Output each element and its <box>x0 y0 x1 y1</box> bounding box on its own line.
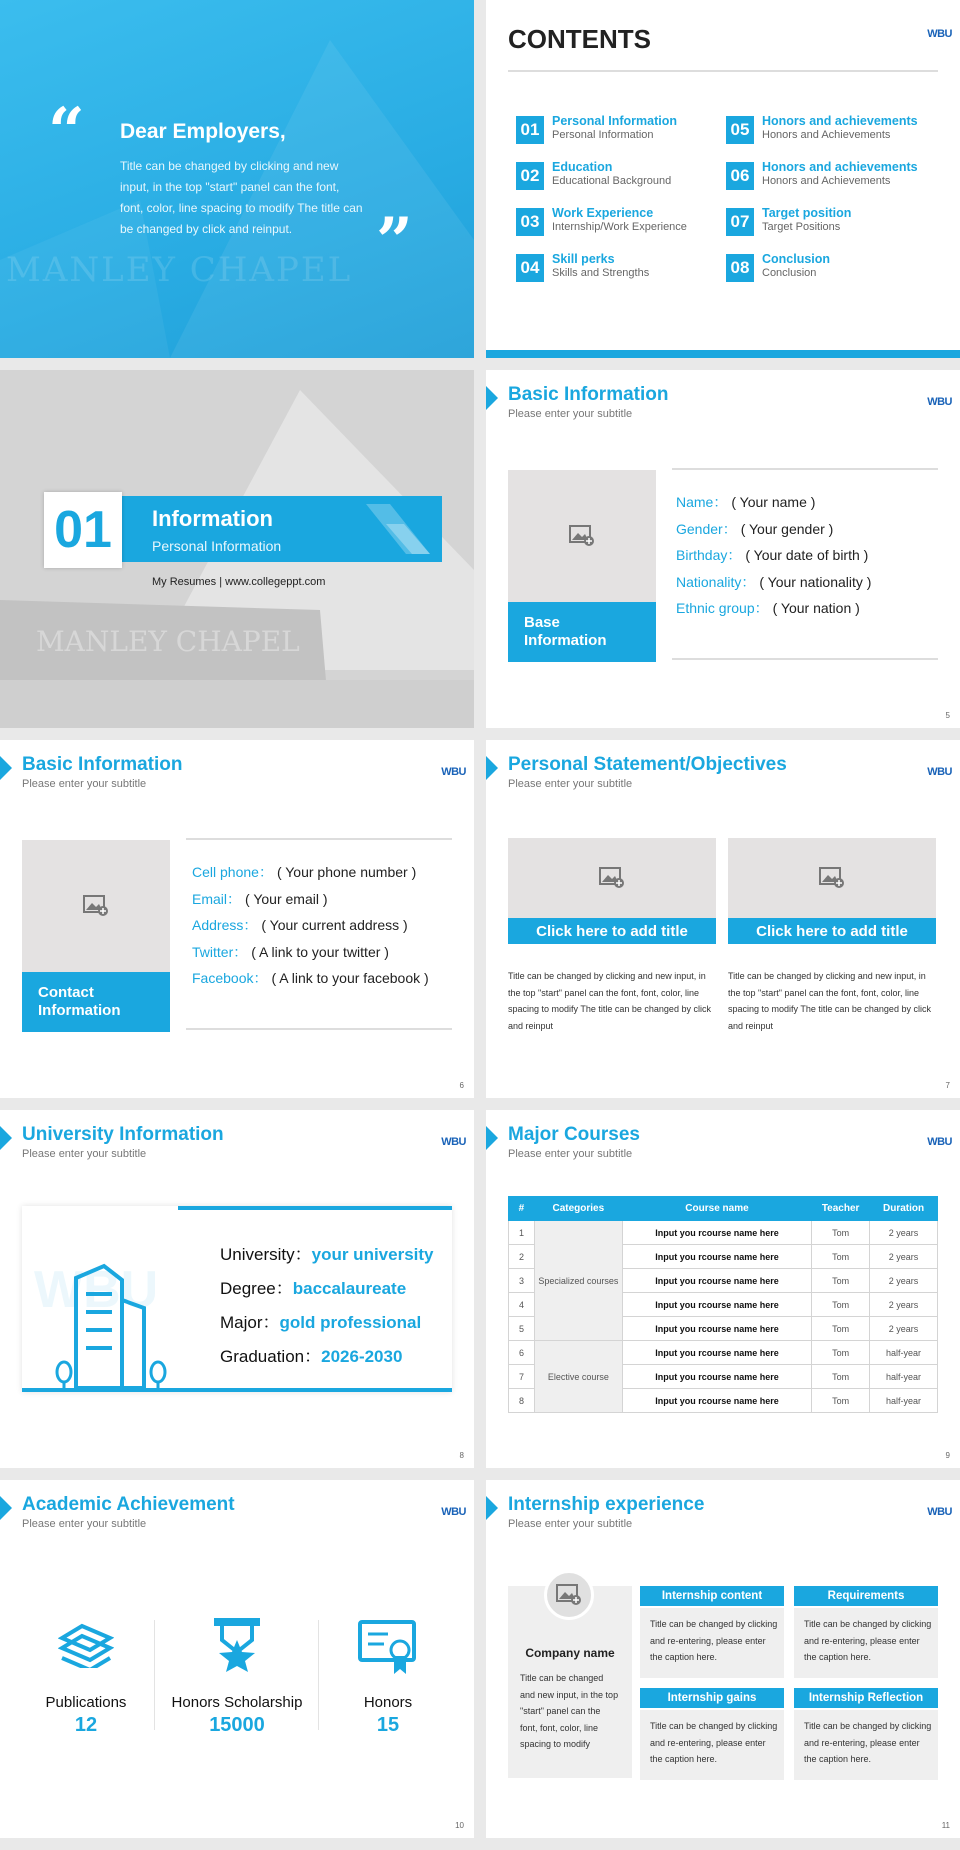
info-field-row[interactable] <box>192 968 429 988</box>
courses-table <box>508 1196 938 1413</box>
toc-item[interactable] <box>726 248 946 288</box>
course-name-cell[interactable]: Input you rcourse name here <box>622 1269 811 1293</box>
detail-label: Degree： <box>220 1279 293 1298</box>
row-number: 6 <box>509 1341 535 1365</box>
slide-contact-information[interactable] <box>0 740 474 1098</box>
card-body-text: Title can be changed by clicking and new input, in the top "start" panel can the font, font, color, line spacing to modify The title can be changed by click and reinput <box>728 971 931 1031</box>
duration-cell: half-year <box>870 1365 938 1389</box>
toc-item-subtitle: Honors and Achievements <box>762 175 891 187</box>
slide-subtitle: Please enter your subtitle <box>508 778 633 790</box>
logo: WBU <box>441 1136 466 1148</box>
fields-top-rule <box>186 838 452 840</box>
duration-cell: 2 years <box>870 1221 938 1245</box>
slide-title: University Information <box>22 1124 224 1145</box>
page-number: 11 <box>941 1821 950 1830</box>
header-marker <box>0 756 12 780</box>
card-body-text: Title can be changed by clicking and new input, in the top "start" panel can the font, font, color, line spacing to modify The title can be changed by click and reinput <box>508 971 711 1031</box>
teacher-cell: Tom <box>812 1245 870 1269</box>
slide-subtitle: Please enter your subtitle <box>22 1148 147 1160</box>
logo: WBU <box>441 1506 466 1518</box>
section-subtitle[interactable]: Personal Information <box>152 538 282 554</box>
toc-item[interactable] <box>726 202 946 242</box>
add-image-icon <box>569 525 595 547</box>
duration-cell: 2 years <box>870 1317 938 1341</box>
table-header-cell: Duration <box>870 1197 938 1221</box>
certificate-icon <box>358 1620 418 1676</box>
toc-item[interactable] <box>726 110 946 150</box>
toc-item[interactable] <box>516 248 736 288</box>
card-title-button[interactable]: Click here to add title <box>728 918 936 944</box>
toc-item-title: Work Experience <box>552 206 654 220</box>
teacher-cell: Tom <box>812 1221 870 1245</box>
slide-subtitle: Please enter your subtitle <box>508 1148 633 1160</box>
row-number: 2 <box>509 1245 535 1269</box>
toc-item-subtitle: Educational Background <box>552 175 672 187</box>
section-title[interactable]: Information <box>152 506 273 531</box>
logo: WBU <box>927 28 952 40</box>
duration-cell: 2 years <box>870 1269 938 1293</box>
field-value: ( A link to your twitter ) <box>251 943 389 960</box>
toc-number-box: 07 <box>726 208 754 236</box>
field-label: Address： <box>192 917 258 933</box>
detail-label: Major： <box>220 1313 280 1332</box>
field-value: ( Your gender ) <box>740 520 834 537</box>
teacher-cell: Tom <box>812 1365 870 1389</box>
toc-item[interactable] <box>516 156 736 196</box>
field-value: ( Your current address ) <box>261 917 408 933</box>
box-title: Internship gains <box>640 1688 784 1708</box>
toc-number-box: 04 <box>516 254 544 282</box>
toc-item-subtitle: Internship/Work Experience <box>552 221 687 233</box>
table-header-cell: Categories <box>534 1197 622 1221</box>
open-quote-icon: “ <box>48 94 85 169</box>
table-header-cell: Teacher <box>812 1197 870 1221</box>
header-marker <box>0 1496 12 1520</box>
detail-value: gold professional <box>279 1313 422 1332</box>
toc-number-box: 08 <box>726 254 754 282</box>
toc-item[interactable] <box>516 202 736 242</box>
section-number-box <box>44 492 122 568</box>
slide-personal-statement[interactable] <box>486 740 960 1098</box>
row-number: 7 <box>509 1365 535 1389</box>
field-label: Twitter： <box>192 943 248 960</box>
toc-item-title: Conclusion <box>762 252 831 266</box>
row-number: 3 <box>509 1269 535 1293</box>
add-image-icon <box>599 867 625 889</box>
field-value: ( Your phone number ) <box>276 864 417 880</box>
toc-item-title: Personal Information <box>552 114 678 128</box>
toc-item-subtitle: Honors and Achievements <box>762 129 891 141</box>
watermark-text: MANLEY CHAPEL <box>36 625 300 658</box>
slide-major-courses[interactable] <box>486 1110 960 1468</box>
slide-title: Basic Information <box>508 384 669 405</box>
field-label: Facebook： <box>192 970 268 986</box>
toc-item-subtitle: Skills and Strengths <box>552 267 650 279</box>
university-detail-row[interactable] <box>220 1308 421 1333</box>
page-number: 6 <box>459 1081 464 1090</box>
slide-internship-experience[interactable] <box>486 1480 960 1838</box>
course-name-cell[interactable]: Input you rcourse name here <box>622 1245 811 1269</box>
info-field-row[interactable] <box>676 492 815 512</box>
info-field-row[interactable] <box>192 915 408 935</box>
scholarship-medal-icon <box>212 1616 262 1672</box>
toc-item[interactable] <box>726 156 946 196</box>
field-value: ( Your date of birth ) <box>745 547 869 563</box>
teacher-cell: Tom <box>812 1341 870 1365</box>
duration-cell: half-year <box>870 1341 938 1365</box>
university-detail-row[interactable] <box>220 1342 402 1367</box>
toc-item-subtitle: Conclusion <box>762 267 817 279</box>
table-header-cell: # <box>509 1197 535 1221</box>
toc-number-box: 01 <box>516 116 544 144</box>
toc-item-title: Honors and achievements <box>762 114 918 128</box>
header-marker <box>486 386 498 410</box>
card-top-accent <box>178 1206 452 1210</box>
info-field-row[interactable] <box>676 572 871 592</box>
row-number: 4 <box>509 1293 535 1317</box>
fields-bottom-rule <box>186 1028 452 1030</box>
stat-label: Honors <box>363 1694 413 1711</box>
teacher-cell: Tom <box>812 1293 870 1317</box>
duration-cell: half-year <box>870 1389 938 1413</box>
add-image-icon <box>556 1584 582 1606</box>
header-marker <box>0 1126 12 1150</box>
add-image-icon <box>83 895 109 917</box>
building-icon <box>52 1260 172 1390</box>
field-label: Cell phone： <box>192 864 273 880</box>
toc-item-title: Honors and achievements <box>762 160 918 174</box>
toc-number-box: 05 <box>726 116 754 144</box>
table-row[interactable] <box>509 1221 938 1245</box>
company-description: Title can be changed and new input, in the top "start" panel can the font, font, color, line spacing to modify <box>520 1673 619 1749</box>
books-icon <box>58 1618 114 1668</box>
field-value: ( Your name ) <box>731 494 816 510</box>
course-name-cell[interactable]: Input you rcourse name here <box>622 1293 811 1317</box>
field-value: ( Your nation ) <box>772 600 860 616</box>
box-title: Internship content <box>640 1586 784 1606</box>
box-title: Requirements <box>794 1586 938 1606</box>
toc-number-box: 03 <box>516 208 544 236</box>
box-text: Title can be changed by clicking and re-entering, please enter the caption here. <box>650 1619 778 1662</box>
company-name: Company name <box>525 1646 615 1660</box>
row-number: 8 <box>509 1389 535 1413</box>
watermark-text: MANLEY CHAPEL <box>6 250 353 290</box>
field-label: Nationality： <box>676 573 756 590</box>
box-label-panel <box>508 602 656 662</box>
stat-label: Publications <box>45 1694 127 1711</box>
toc-item-subtitle: Target Positions <box>762 221 841 233</box>
photo-placeholder[interactable] <box>22 840 170 972</box>
university-detail-row[interactable] <box>220 1240 434 1265</box>
slide-section-01[interactable] <box>0 370 474 728</box>
page-number: 10 <box>455 1821 464 1830</box>
detail-value: baccalaureate <box>292 1279 407 1298</box>
section-footer: My Resumes | www.collegeppt.com <box>152 576 326 588</box>
stat-value: 15 <box>376 1714 400 1736</box>
info-field-row[interactable] <box>192 862 416 882</box>
course-name-cell[interactable]: Input you rcourse name here <box>622 1221 811 1245</box>
teacher-cell: Tom <box>812 1317 870 1341</box>
detail-value: your university <box>311 1245 434 1264</box>
slide-academic-achievement[interactable] <box>0 1480 474 1838</box>
teacher-cell: Tom <box>812 1269 870 1293</box>
info-field-row[interactable] <box>192 942 389 962</box>
toc-item-title: Target position <box>762 206 852 220</box>
slide-university-information[interactable] <box>0 1110 474 1468</box>
header-marker <box>486 1496 498 1520</box>
greeting-body[interactable]: Title can be changed by clicking and new input, in the top "start" panel can the font, font, color, line spacing to modify The title can be changed by click and reinput. <box>120 159 363 236</box>
slide-title: Basic Information <box>22 754 183 775</box>
field-label: Birthday： <box>676 547 742 563</box>
page-number: 8 <box>459 1451 464 1460</box>
stat-value: 15000 <box>209 1714 265 1736</box>
watermark-text: WBU <box>34 1261 159 1319</box>
slide-dear-employers[interactable] <box>0 0 474 358</box>
detail-label: Graduation： <box>220 1347 322 1366</box>
slide-title: Academic Achievement <box>22 1494 235 1515</box>
toc-number-box: 02 <box>516 162 544 190</box>
field-label: Email： <box>192 890 242 907</box>
course-name-cell[interactable]: Input you rcourse name here <box>622 1317 811 1341</box>
table-header-row <box>509 1197 938 1221</box>
slide-title: Internship experience <box>508 1494 705 1515</box>
box-label: Contact Information <box>38 984 121 1019</box>
header-marker <box>486 1126 498 1150</box>
teacher-cell: Tom <box>812 1389 870 1413</box>
page-number: 5 <box>945 711 950 720</box>
fields-top-rule <box>672 468 938 470</box>
card-image-placeholder[interactable] <box>728 838 936 918</box>
slide-basic-information[interactable] <box>486 370 960 728</box>
box-text: Title can be changed by clicking and re-entering, please enter the caption here. <box>650 1721 778 1764</box>
card-title-button[interactable]: Click here to add title <box>508 918 716 944</box>
info-field-row[interactable] <box>192 889 328 909</box>
field-value: ( A link to your facebook ) <box>271 970 429 986</box>
logo: WBU <box>927 396 952 408</box>
add-image-icon <box>819 867 845 889</box>
row-number: 1 <box>509 1221 535 1245</box>
fields-bottom-rule <box>672 658 938 660</box>
info-field-row[interactable] <box>676 545 868 565</box>
field-label: Gender： <box>676 520 737 537</box>
slide-title: Major Courses <box>508 1124 640 1145</box>
photo-placeholder[interactable] <box>508 470 656 602</box>
course-name-cell[interactable]: Input you rcourse name here <box>622 1341 811 1365</box>
company-logo-placeholder[interactable] <box>544 1570 594 1620</box>
course-name-cell[interactable]: Input you rcourse name here <box>622 1389 811 1413</box>
close-quote-icon: ” <box>376 204 413 279</box>
slide-contents[interactable] <box>486 0 960 358</box>
header-marker <box>486 756 498 780</box>
row-number: 5 <box>509 1317 535 1341</box>
info-field-row[interactable] <box>676 519 833 539</box>
field-label: Ethnic group： <box>676 600 769 616</box>
table-header-cell: Course name <box>622 1197 811 1221</box>
page-number: 9 <box>945 1451 950 1460</box>
course-name-cell[interactable]: Input you rcourse name here <box>622 1365 811 1389</box>
slide-subtitle: Please enter your subtitle <box>508 1518 633 1530</box>
page-number: 7 <box>945 1081 950 1090</box>
duration-cell: 2 years <box>870 1245 938 1269</box>
detail-label: University： <box>220 1245 312 1264</box>
info-field-row[interactable] <box>676 598 860 618</box>
box-text: Title can be changed by clicking and re-entering, please enter the caption here. <box>804 1619 932 1662</box>
slide-subtitle: Please enter your subtitle <box>508 408 633 420</box>
slide-subtitle: Please enter your subtitle <box>22 1518 147 1530</box>
table-row[interactable] <box>509 1341 938 1365</box>
logo: WBU <box>927 766 952 778</box>
category-cell: Elective course <box>534 1341 622 1413</box>
stat-value: 12 <box>74 1714 98 1736</box>
field-value: ( Your email ) <box>245 890 328 907</box>
toc-number-box: 06 <box>726 162 754 190</box>
bottom-bar <box>486 350 960 358</box>
contents-title: CONTENTS <box>508 24 651 54</box>
detail-value: 2026-2030 <box>321 1347 403 1366</box>
logo: WBU <box>927 1136 952 1148</box>
toc-item-title: Education <box>552 160 613 174</box>
stat-label: Honors Scholarship <box>171 1694 303 1711</box>
logo: WBU <box>441 766 466 778</box>
field-label: Name： <box>676 494 728 510</box>
field-value: ( Your nationality ) <box>759 573 872 590</box>
logo: WBU <box>927 1506 952 1518</box>
box-label: Base Information <box>524 614 607 649</box>
box-title: Internship Reflection <box>794 1688 938 1708</box>
toc-item-subtitle: Personal Information <box>552 129 654 141</box>
title-divider <box>508 70 938 72</box>
slide-subtitle: Please enter your subtitle <box>22 778 147 790</box>
greeting-title[interactable]: Dear Employers, <box>120 120 286 143</box>
category-cell: Specialized courses <box>534 1221 622 1341</box>
box-text: Title can be changed by clicking and re-entering, please enter the caption here. <box>804 1721 932 1764</box>
card-image-placeholder[interactable] <box>508 838 716 918</box>
toc-item-title: Skill perks <box>552 252 615 266</box>
stripe-decoration <box>356 504 436 560</box>
university-detail-row[interactable] <box>220 1274 406 1299</box>
toc-item[interactable] <box>516 110 736 150</box>
section-number: 01 <box>54 501 112 559</box>
box-label-panel <box>22 972 170 1032</box>
duration-cell: 2 years <box>870 1293 938 1317</box>
slide-title: Personal Statement/Objectives <box>508 754 787 775</box>
